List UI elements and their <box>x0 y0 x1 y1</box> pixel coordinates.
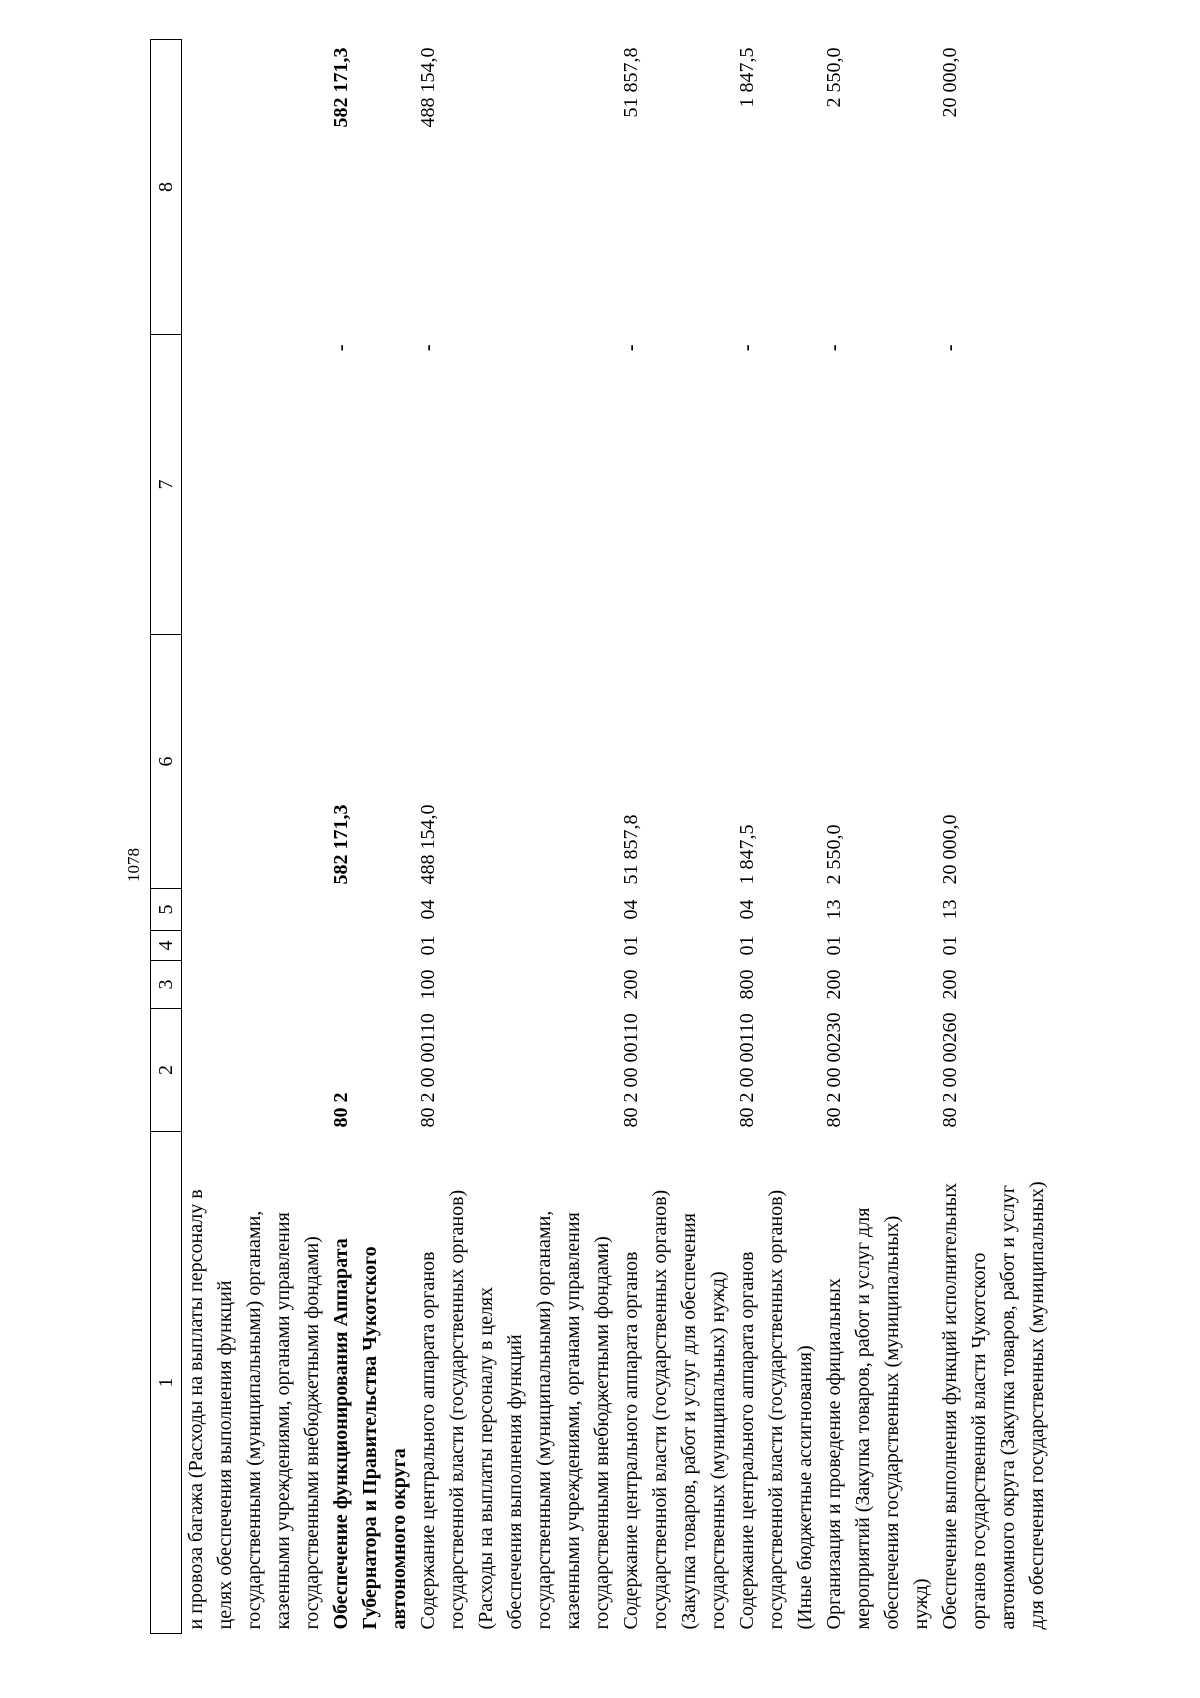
description-line: (Закупка товаров, работ и услуг для обеспечения <box>678 1213 700 1630</box>
section-code: 01 <box>939 935 961 956</box>
amount-federal: - <box>736 344 758 352</box>
amount-federal: - <box>417 344 439 352</box>
target-article-code: 80 2 00 00230 <box>823 1012 845 1128</box>
row-description <box>820 1132 936 1634</box>
amount-regional: 582 171,3 <box>330 47 352 128</box>
subsection-code: 04 <box>417 899 439 920</box>
description-line: и провоза багажа (Расходы на выплаты персоналу в <box>185 1189 207 1630</box>
table-row <box>733 40 820 1634</box>
subsection-code: 04 <box>736 899 758 920</box>
header-cell-3: 3 <box>151 961 182 1009</box>
description-line: государственной власти (государственных органов) <box>649 1189 671 1630</box>
description-line: Обеспечение функционирования Аппарата <box>330 1238 352 1630</box>
amount-federal <box>182 335 328 635</box>
description-line: обеспечения выполнения функций <box>504 1334 526 1630</box>
table-row <box>936 40 1052 1634</box>
row-description <box>733 1132 820 1634</box>
amount-total: 20 000,0 <box>939 814 961 885</box>
row-description <box>182 1132 328 1634</box>
description-line: государственными (муниципальными) органами, <box>243 1210 265 1630</box>
amount-total: 582 171,3 <box>330 804 352 885</box>
header-cell-8: 8 <box>151 40 182 335</box>
amount-total: 51 857,8 <box>620 814 642 885</box>
amount-regional: 488 154,0 <box>417 47 439 128</box>
amount-regional: 51 857,8 <box>620 47 642 118</box>
column-number-header <box>151 40 182 1634</box>
description-line: казенными учреждениями, органами управления <box>272 1212 294 1630</box>
description-line: Содержание центрального аппарата органов <box>417 1251 439 1630</box>
section-code <box>182 931 328 961</box>
section-code <box>327 931 414 961</box>
description-line: Губернатора и Правительства Чукотского <box>359 1246 381 1630</box>
subsection-code <box>182 889 328 931</box>
amount-regional: 20 000,0 <box>939 47 961 118</box>
description-line: органов государственной власти Чукотского <box>968 1252 990 1630</box>
table-row <box>327 40 414 1634</box>
description-line: государственными внебюджетными фондами) <box>591 1236 613 1630</box>
description-line: нужд) <box>910 1578 932 1630</box>
expense-type-code: 800 <box>736 969 758 1000</box>
description-line: (Иные бюджетные ассигнования) <box>794 1345 816 1630</box>
description-line: Содержание центрального аппарата органов <box>736 1251 758 1630</box>
description-line: государственной власти (государственных органов) <box>446 1189 468 1630</box>
section-code: 01 <box>620 935 642 956</box>
expense-type-code <box>327 961 414 1009</box>
budget-table <box>150 39 1052 1634</box>
expense-type-code: 200 <box>620 969 642 1000</box>
amount-regional: 2 550,0 <box>823 47 845 108</box>
amount-total <box>182 635 328 889</box>
row-description <box>414 1132 617 1634</box>
budget-table-sheet <box>150 40 1182 1634</box>
description-line: автономного округа <box>388 1448 410 1630</box>
description-line: мероприятий (Закупка товаров, работ и услуг для <box>852 1207 874 1630</box>
target-article-code: 80 2 00 00260 <box>939 1012 961 1128</box>
header-cell-7: 7 <box>151 335 182 635</box>
amount-regional: 1 847,5 <box>736 47 758 108</box>
description-line: для обеспечения государственных (муниципальных) <box>1026 1181 1048 1630</box>
section-code: 01 <box>417 935 439 956</box>
header-cell-6: 6 <box>151 635 182 889</box>
header-cell-2: 2 <box>151 1009 182 1132</box>
description-line: Организация и проведение официальных <box>823 1278 845 1630</box>
header-cell-1: 1 <box>151 1132 182 1634</box>
row-description <box>936 1132 1052 1634</box>
subsection-code: 04 <box>620 899 642 920</box>
page-number: 1078 <box>124 848 143 882</box>
table-body <box>151 40 1053 1634</box>
description-line: Содержание центрального аппарата органов <box>620 1251 642 1630</box>
description-line: государственных (муниципальных) нужд) <box>707 1271 729 1630</box>
amount-federal: - <box>330 344 352 352</box>
subsection-code: 13 <box>823 899 845 920</box>
amount-federal: - <box>939 344 961 352</box>
amount-federal: - <box>823 344 845 352</box>
target-article-code: 80 2 00 00110 <box>620 1013 642 1128</box>
amount-total: 488 154,0 <box>417 804 439 885</box>
description-line: казенными учреждениями, органами управления <box>562 1212 584 1630</box>
expense-type-code: 200 <box>939 969 961 1000</box>
description-line: (Расходы на выплаты персоналу в целях <box>475 1286 497 1630</box>
description-line: государственной власти (государственных органов) <box>765 1189 787 1630</box>
description-line: государственными внебюджетными фондами) <box>301 1236 323 1630</box>
section-code: 01 <box>736 935 758 956</box>
expense-type-code: 200 <box>823 969 845 1000</box>
amount-federal: - <box>620 344 642 352</box>
header-cell-4: 4 <box>151 931 182 961</box>
table-row <box>414 40 617 1634</box>
table-row <box>617 40 733 1634</box>
subsection-code: 13 <box>939 899 961 920</box>
target-article-code: 80 2 00 00110 <box>417 1013 439 1128</box>
description-line: государственными (муниципальными) органами, <box>533 1210 555 1630</box>
description-line: автономного округа (Закупка товаров, работ и услуг <box>997 1185 1019 1630</box>
description-line: целях обеспечения выполнения функций <box>214 1280 236 1630</box>
amount-total: 1 847,5 <box>736 824 758 885</box>
header-cell-5: 5 <box>151 889 182 931</box>
target-article-code: 80 2 00 00110 <box>736 1013 758 1128</box>
expense-type-code <box>182 961 328 1009</box>
table-row <box>820 40 936 1634</box>
target-article-code: 80 2 <box>330 1092 352 1128</box>
row-description <box>617 1132 733 1634</box>
description-line: обеспечения государственных (муниципальных) <box>881 1215 903 1630</box>
table-row <box>182 40 328 1634</box>
amount-total: 2 550,0 <box>823 824 845 885</box>
target-article-code <box>182 1009 328 1132</box>
row-description <box>327 1132 414 1634</box>
expense-type-code: 100 <box>417 969 439 1000</box>
section-code: 01 <box>823 935 845 956</box>
subsection-code <box>327 889 414 931</box>
amount-regional <box>182 40 328 335</box>
description-line: Обеспечение выполнения функций исполнительных <box>939 1182 961 1630</box>
